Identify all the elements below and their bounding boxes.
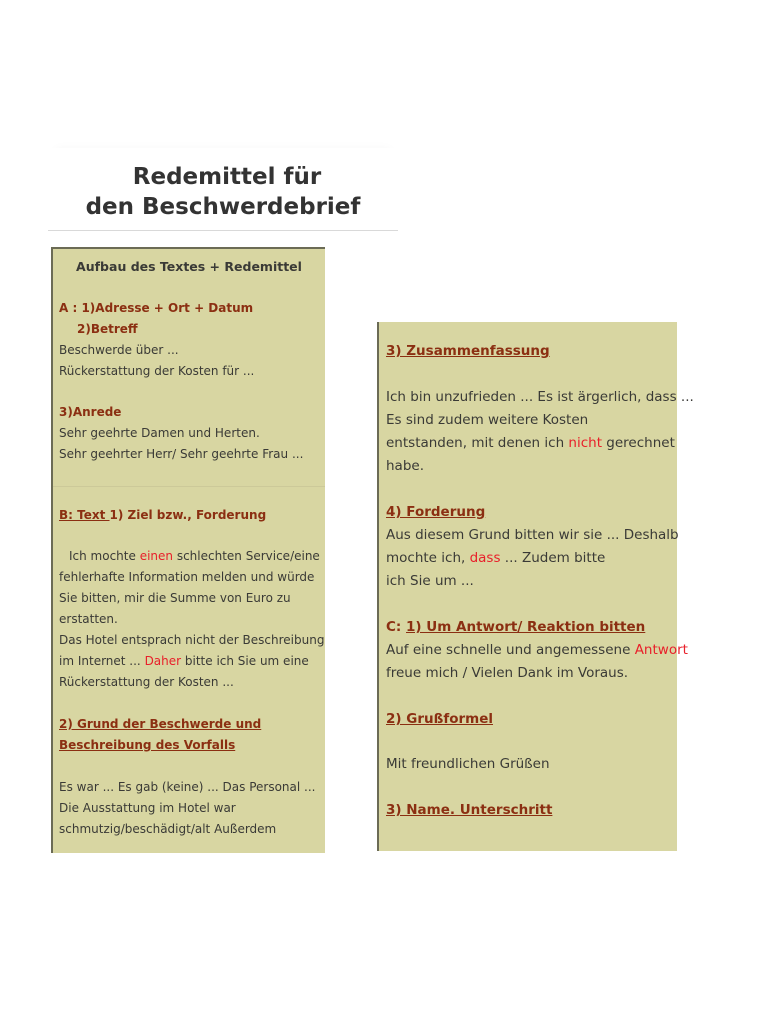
text-span: schlechten Service/eine	[173, 549, 320, 563]
grund-heading-2: Beschreibung des Vorfalls	[59, 738, 236, 752]
text-line: Sie bitten, mir die Summe von Euro zu	[59, 591, 291, 605]
text-line: Aus diesem Grund bitten wir sie ... Deshalb	[386, 527, 679, 543]
text-line: freue mich / Vielen Dank im Voraus.	[386, 665, 629, 681]
text-line: Es sind zudem weitere Kosten	[386, 412, 589, 428]
zusammenfassung-heading: 3) Zusammenfassung	[386, 343, 550, 359]
highlight-word: Daher	[144, 654, 182, 668]
text-line: habe.	[386, 458, 424, 474]
text-line: fehlerhafte Information melden und würde	[59, 570, 315, 584]
text-line	[69, 548, 320, 564]
grussformel-heading: 2) Grußformel	[386, 711, 493, 727]
highlight-word: nicht	[568, 435, 603, 451]
forderung-heading: 4) Forderung	[386, 504, 486, 520]
anrede-heading: 3)Anrede	[59, 405, 122, 419]
text-line	[59, 653, 309, 669]
text-line: Es war ... Es gab (keine) ... Das Personal ...	[59, 780, 316, 794]
text-line: Ich bin unzufrieden ... Es ist ärgerlich, dass ...	[386, 389, 694, 405]
section-a-heading: A : 1)Adresse + Ort + Datum	[59, 301, 254, 315]
text-span: mochte ich,	[386, 550, 470, 566]
text-line: Sehr geehrter Herr/ Sehr geehrte Frau ...	[59, 447, 304, 461]
text-line	[386, 642, 688, 658]
text-line	[386, 550, 605, 566]
text-span: Auf eine schnelle und angemessene	[386, 642, 635, 658]
title-block	[48, 148, 398, 231]
page-title-line-1: Redemittel für	[132, 164, 322, 190]
text-line: Rückerstattung der Kosten ...	[59, 675, 234, 689]
text-line: Sehr geehrte Damen und Herten.	[59, 426, 260, 440]
panel-heading: Aufbau des Textes + Redemittel	[76, 259, 302, 274]
text-line: erstatten.	[59, 612, 118, 626]
name-heading: 3) Name. Unterschritt	[386, 802, 553, 818]
highlight-word: dass	[469, 550, 501, 566]
divider	[53, 486, 325, 487]
text-line: ich Sie um ...	[386, 573, 474, 589]
text-line: Mit freundlichen Grüßen	[386, 756, 550, 772]
grund-heading-1: 2) Grund der Beschwerde und	[59, 717, 262, 731]
highlight-word: einen	[139, 549, 174, 563]
text-line: schmutzig/beschädigt/alt Außerdem	[59, 822, 277, 836]
text-line: Beschwerde über ...	[59, 343, 179, 357]
section-c-heading	[386, 619, 645, 635]
text-span: im Internet ...	[59, 654, 145, 668]
text-span: ... Zudem bitte	[500, 550, 606, 566]
section-c-title: 1) Um Antwort/ Reaktion bitten	[406, 619, 646, 635]
right-panel	[377, 322, 694, 851]
section-b-heading	[59, 507, 266, 523]
left-panel	[51, 247, 325, 853]
text-span: gerechnet	[602, 435, 675, 451]
text-line: Das Hotel entsprach nicht der Beschreibung	[59, 633, 325, 647]
text-span: Ich mochte	[69, 549, 140, 563]
text-span: entstanden, mit denen ich	[386, 435, 569, 451]
section-b-prefix: B: Text	[59, 508, 110, 522]
section-b-title: 1) Ziel bzw., Forderung	[109, 508, 267, 522]
highlight-word: Antwort	[634, 642, 688, 658]
section-c-prefix: C:	[386, 619, 407, 635]
text-line: Rückerstattung der Kosten für ...	[59, 364, 255, 378]
page-title-line-2: den Beschwerdebrief	[85, 194, 361, 220]
text-line	[386, 435, 675, 451]
text-line: Die Ausstattung im Hotel war	[59, 801, 236, 815]
text-span: bitte ich Sie um eine	[181, 654, 309, 668]
betreff-heading: 2)Betreff	[77, 322, 138, 336]
